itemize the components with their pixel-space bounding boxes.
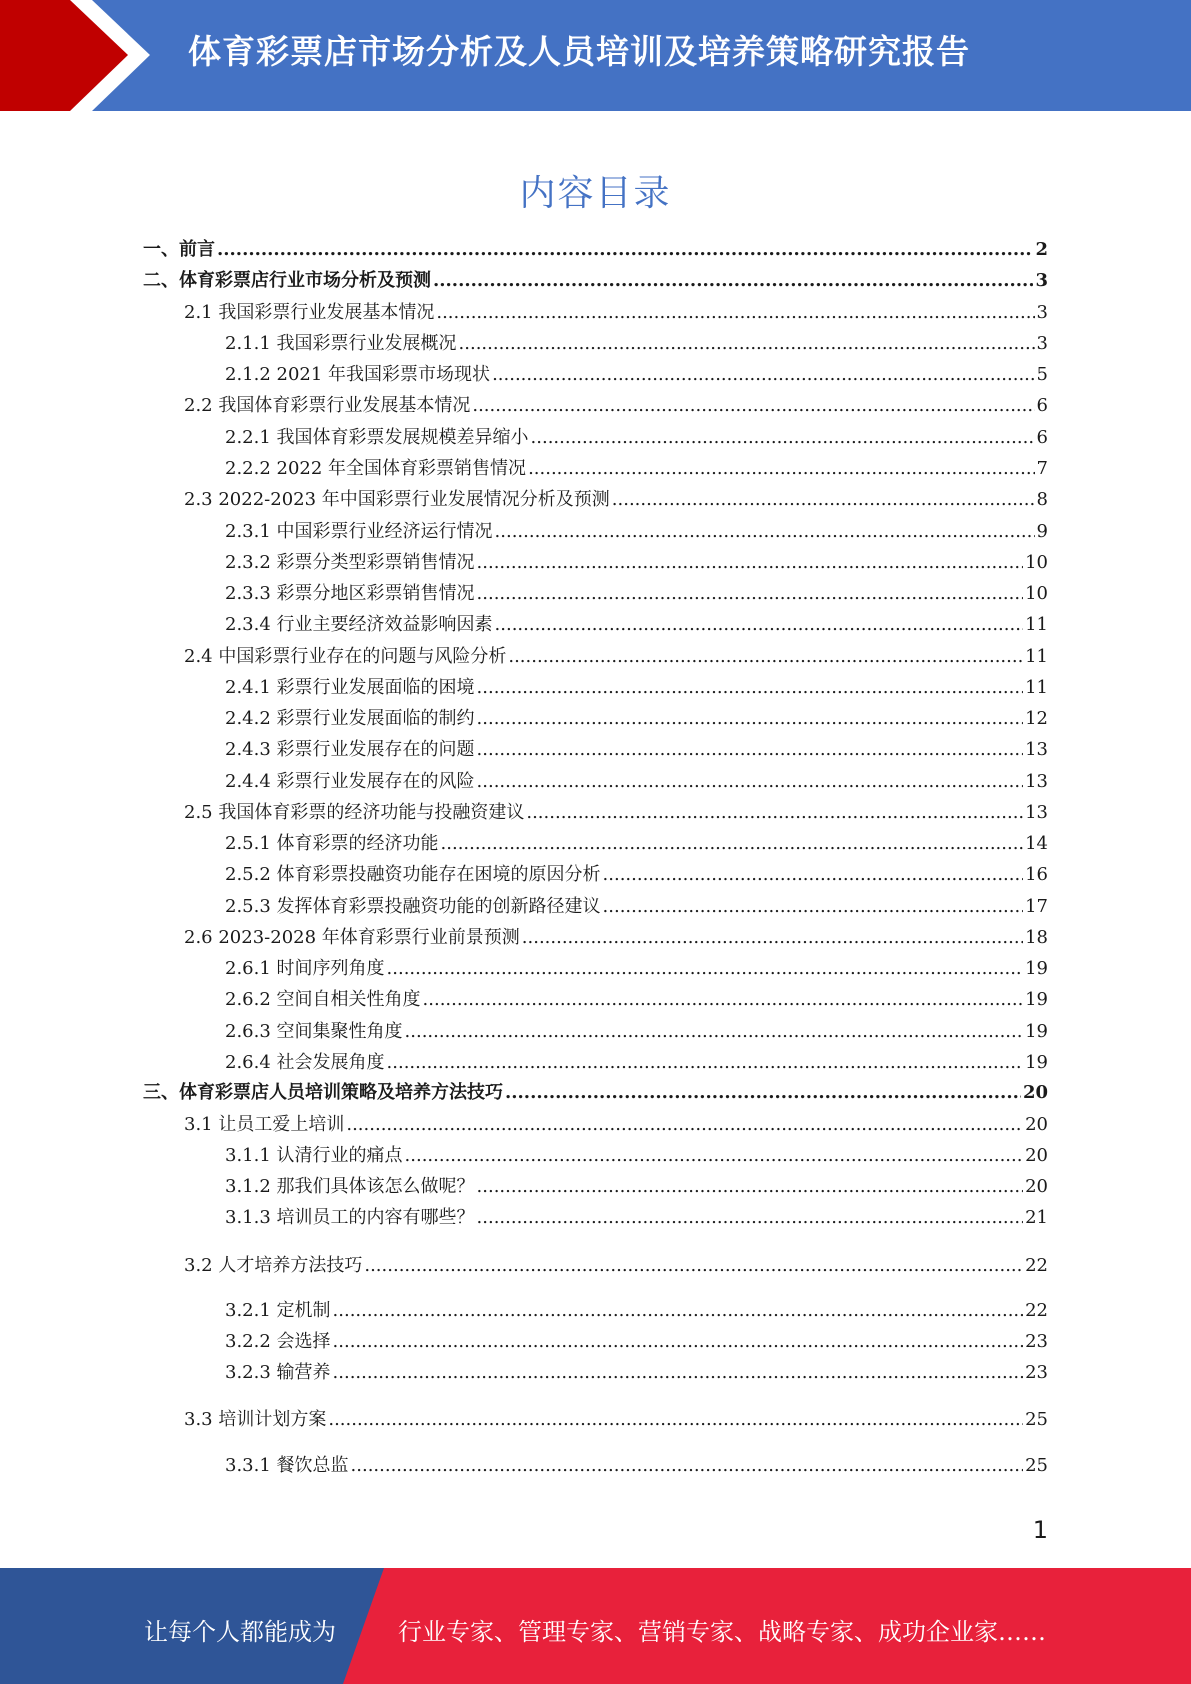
- toc-dot-leader: [351, 1453, 1024, 1479]
- toc-entry-label: 2.3 2022-2023 年中国彩票行业发展情况分析及预测: [184, 489, 610, 510]
- toc-entry-page: 13: [1025, 771, 1048, 792]
- toc-entry-page: 12: [1025, 708, 1048, 729]
- toc-entry-label: 2.4.1 彩票行业发展面临的困境: [225, 677, 475, 698]
- toc-entry-page: 20: [1022, 1082, 1048, 1103]
- toc-entry-page: 22: [1025, 1300, 1048, 1321]
- toc-dot-leader: [603, 862, 1024, 888]
- toc-entry-page: 20: [1025, 1145, 1048, 1166]
- toc-dot-leader: [477, 1205, 1024, 1231]
- footer-roles: 行业专家、管理专家、营销专家、战略专家、成功企业家……: [398, 1618, 1046, 1646]
- toc-entry-label: 3.2.3 输营养: [225, 1362, 331, 1383]
- toc-entry-label: 2.2.2 2022 年全国体育彩票销售情况: [225, 458, 527, 479]
- toc-entry[interactable]: [225, 1050, 1048, 1076]
- toc-entry-page: 22: [1025, 1255, 1048, 1276]
- toc-entry-label: 2.4 中国彩票行业存在的问题与风险分析: [184, 646, 507, 667]
- toc-entry[interactable]: [225, 706, 1048, 732]
- toc-entry[interactable]: [143, 268, 1048, 294]
- toc-entry-page: 18: [1025, 927, 1048, 948]
- toc-entry-label: 3.1.2 那我们具体该怎么做呢？: [225, 1176, 475, 1197]
- toc-entry[interactable]: [225, 331, 1048, 357]
- page-number: 1: [1032, 1516, 1048, 1544]
- toc-entry-label: 2.2 我国体育彩票行业发展基本情况: [184, 395, 471, 416]
- toc-entry-page: 20: [1025, 1114, 1048, 1135]
- toc-entry[interactable]: [225, 956, 1048, 982]
- toc-entry-label: 2.4.2 彩票行业发展面临的制约: [225, 708, 475, 729]
- toc-entry[interactable]: [184, 393, 1048, 419]
- toc-entry-page: 21: [1025, 1207, 1048, 1228]
- toc-entry-label: 2.6.1 时间序列角度: [225, 958, 385, 979]
- toc-dot-leader: [333, 1360, 1024, 1386]
- toc-entry-label: 3.3.1 餐饮总监: [225, 1455, 349, 1476]
- footer-slogan: 让每个人都能成为: [144, 1618, 336, 1646]
- toc-entry-page: 17: [1025, 896, 1048, 917]
- toc-entry-label: 2.3.3 彩票分地区彩票销售情况: [225, 583, 475, 604]
- toc-dot-leader: [603, 894, 1024, 920]
- toc-entry-label: 一、前言: [143, 239, 215, 260]
- toc-dot-leader: [436, 300, 1034, 326]
- toc-entry[interactable]: [225, 987, 1048, 1013]
- toc-entry-label: 3.2 人才培养方法技巧: [184, 1255, 363, 1276]
- toc-dot-leader: [387, 956, 1024, 982]
- toc-dot-leader: [477, 769, 1024, 795]
- toc-dot-leader: [459, 331, 1035, 357]
- toc-entry-label: 3.3 培训计划方案: [184, 1409, 327, 1430]
- toc-entry[interactable]: [184, 644, 1048, 670]
- toc-entry[interactable]: [184, 800, 1048, 826]
- toc-entry-label: 2.5.3 发挥体育彩票投融资功能的创新路径建议: [225, 896, 601, 917]
- toc-entry-label: 3.2.1 定机制: [225, 1300, 331, 1321]
- toc-entry-page: 13: [1025, 739, 1048, 760]
- toc-entry-page: 16: [1025, 864, 1048, 885]
- toc-dot-leader: [387, 1050, 1024, 1076]
- toc-entry[interactable]: [225, 581, 1048, 607]
- toc-entry-page: 10: [1025, 552, 1048, 573]
- toc-entry[interactable]: [225, 894, 1048, 920]
- toc-entry-page: 9: [1036, 521, 1048, 542]
- toc-dot-leader: [495, 612, 1024, 638]
- toc-entry-label: 2.3.1 中国彩票行业经济运行情况: [225, 521, 493, 542]
- toc-entry-page: 14: [1025, 833, 1048, 854]
- toc-dot-leader: [405, 1143, 1024, 1169]
- toc-entry-page: 7: [1036, 458, 1048, 479]
- toc-entry-page: 3: [1036, 333, 1048, 354]
- toc-entry[interactable]: [225, 1360, 1048, 1386]
- toc-dot-leader: [526, 800, 1023, 826]
- toc-entry-page: 8: [1036, 489, 1048, 510]
- toc-entry[interactable]: [225, 550, 1048, 576]
- toc-entry[interactable]: [225, 1453, 1048, 1479]
- toc-title: 内容目录: [519, 173, 672, 214]
- toc-entry[interactable]: [184, 300, 1048, 326]
- toc-dot-leader: [528, 456, 1034, 482]
- toc-dot-leader: [405, 1019, 1024, 1045]
- toc-entry-label: 2.5.2 体育彩票投融资功能存在困境的原因分析: [225, 864, 601, 885]
- toc-entry[interactable]: [225, 1298, 1048, 1324]
- toc-entry[interactable]: [225, 519, 1048, 545]
- toc-entry-label: 2.5.1 体育彩票的经济功能: [225, 833, 439, 854]
- toc-entry-page: 3: [1035, 270, 1048, 291]
- toc-entry-label: 2.1.1 我国彩票行业发展概况: [225, 333, 457, 354]
- toc-entry[interactable]: [184, 925, 1048, 951]
- toc-entry-page: 6: [1036, 395, 1048, 416]
- toc-entry-page: 19: [1025, 958, 1048, 979]
- toc-entry[interactable]: [225, 1205, 1048, 1231]
- toc-entry-page: 11: [1025, 677, 1048, 698]
- toc-dot-leader: [477, 550, 1024, 576]
- toc-entry-label: 二、体育彩票店行业市场分析及预测: [143, 270, 431, 291]
- toc-entry-label: 3.1.3 培训员工的内容有哪些？: [225, 1207, 475, 1228]
- toc-dot-leader: [508, 644, 1023, 670]
- toc-dot-leader: [492, 362, 1034, 388]
- toc-dot-leader: [477, 581, 1024, 607]
- toc-entry[interactable]: [225, 769, 1048, 795]
- footer-banner: [0, 1568, 1191, 1684]
- toc-entry-label: 2.1.2 2021 年我国彩票市场现状: [225, 364, 491, 385]
- toc-entry-label: 2.5 我国体育彩票的经济功能与投融资建议: [184, 802, 525, 823]
- toc-entry-page: 20: [1025, 1176, 1048, 1197]
- toc-entry-label: 三、体育彩票店人员培训策略及培养方法技巧: [143, 1082, 503, 1103]
- toc-entry-page: 11: [1025, 646, 1048, 667]
- toc-entry[interactable]: [143, 237, 1048, 263]
- toc-entry-page: 3: [1036, 302, 1048, 323]
- report-title: 体育彩票店市场分析及人员培训及培养策略研究报告: [188, 32, 970, 71]
- toc-dot-leader: [217, 237, 1033, 263]
- toc-entry[interactable]: [225, 425, 1048, 451]
- toc-dot-leader: [346, 1112, 1023, 1138]
- toc-dot-leader: [472, 393, 1034, 419]
- toc-entry-page: 19: [1025, 1021, 1048, 1042]
- toc-entry-label: 3.2.2 会选择: [225, 1331, 331, 1352]
- toc-dot-leader: [328, 1407, 1023, 1433]
- toc-dot-leader: [522, 925, 1023, 951]
- toc-dot-leader: [531, 425, 1035, 451]
- toc-entry-page: 11: [1025, 614, 1048, 635]
- toc-entry-label: 2.3.4 行业主要经济效益影响因素: [225, 614, 493, 635]
- toc-entry-label: 2.6.2 空间自相关性角度: [225, 989, 421, 1010]
- toc-entry-label: 2.6.4 社会发展角度: [225, 1052, 385, 1073]
- toc-entry-page: 25: [1025, 1455, 1048, 1476]
- toc-entry-label: 2.4.3 彩票行业发展存在的问题: [225, 739, 475, 760]
- toc-entry[interactable]: [184, 1253, 1048, 1279]
- toc-entry[interactable]: [225, 862, 1048, 888]
- toc-entry-label: 3.1.1 认清行业的痛点: [225, 1145, 403, 1166]
- toc-entry[interactable]: [184, 1112, 1048, 1138]
- toc-dot-leader: [423, 987, 1024, 1013]
- toc-entry[interactable]: [225, 831, 1048, 857]
- toc-entry[interactable]: [225, 737, 1048, 763]
- toc-entry-label: 2.4.4 彩票行业发展存在的风险: [225, 771, 475, 792]
- toc-entry-page: 23: [1025, 1362, 1048, 1383]
- toc-entry-label: 2.2.1 我国体育彩票发展规模差异缩小: [225, 427, 529, 448]
- toc-dot-leader: [333, 1329, 1024, 1355]
- toc-entry-page: 5: [1036, 364, 1048, 385]
- toc-entry[interactable]: [143, 1080, 1048, 1106]
- toc-entry-page: 6: [1036, 427, 1048, 448]
- toc-dot-leader: [505, 1080, 1021, 1106]
- toc-entry-page: 25: [1025, 1409, 1048, 1430]
- toc-dot-leader: [612, 487, 1035, 513]
- toc-entry[interactable]: [225, 456, 1048, 482]
- toc-entry[interactable]: [184, 487, 1048, 513]
- toc-entry-page: 2: [1035, 239, 1048, 260]
- toc-entry-label: 2.1 我国彩票行业发展基本情况: [184, 302, 435, 323]
- toc-entry[interactable]: [225, 1329, 1048, 1355]
- toc-entry[interactable]: [225, 362, 1048, 388]
- toc-entry[interactable]: [225, 1174, 1048, 1200]
- toc-entry-page: 13: [1025, 802, 1048, 823]
- toc-entry[interactable]: [184, 1407, 1048, 1433]
- toc-dot-leader: [441, 831, 1024, 857]
- toc-dot-leader: [433, 268, 1033, 294]
- toc-entry[interactable]: [225, 1019, 1048, 1045]
- toc-dot-leader: [477, 1174, 1024, 1200]
- toc-dot-leader: [477, 706, 1024, 732]
- toc-dot-leader: [364, 1253, 1023, 1279]
- toc-dot-leader: [333, 1298, 1024, 1324]
- toc-dot-leader: [477, 737, 1024, 763]
- toc-entry-page: 19: [1025, 989, 1048, 1010]
- toc-entry-label: 2.3.2 彩票分类型彩票销售情况: [225, 552, 475, 573]
- toc-entry-page: 23: [1025, 1331, 1048, 1352]
- toc-dot-leader: [495, 519, 1035, 545]
- toc-dot-leader: [477, 675, 1024, 701]
- toc-entry-page: 19: [1025, 1052, 1048, 1073]
- toc-entry-label: 3.1 让员工爱上培训: [184, 1114, 345, 1135]
- toc-entry-label: 2.6 2023-2028 年体育彩票行业前景预测: [184, 927, 520, 948]
- toc-entry[interactable]: [225, 675, 1048, 701]
- toc-entry-page: 10: [1025, 583, 1048, 604]
- toc-entry[interactable]: [225, 1143, 1048, 1169]
- toc-entry-label: 2.6.3 空间集聚性角度: [225, 1021, 403, 1042]
- toc-entry[interactable]: [225, 612, 1048, 638]
